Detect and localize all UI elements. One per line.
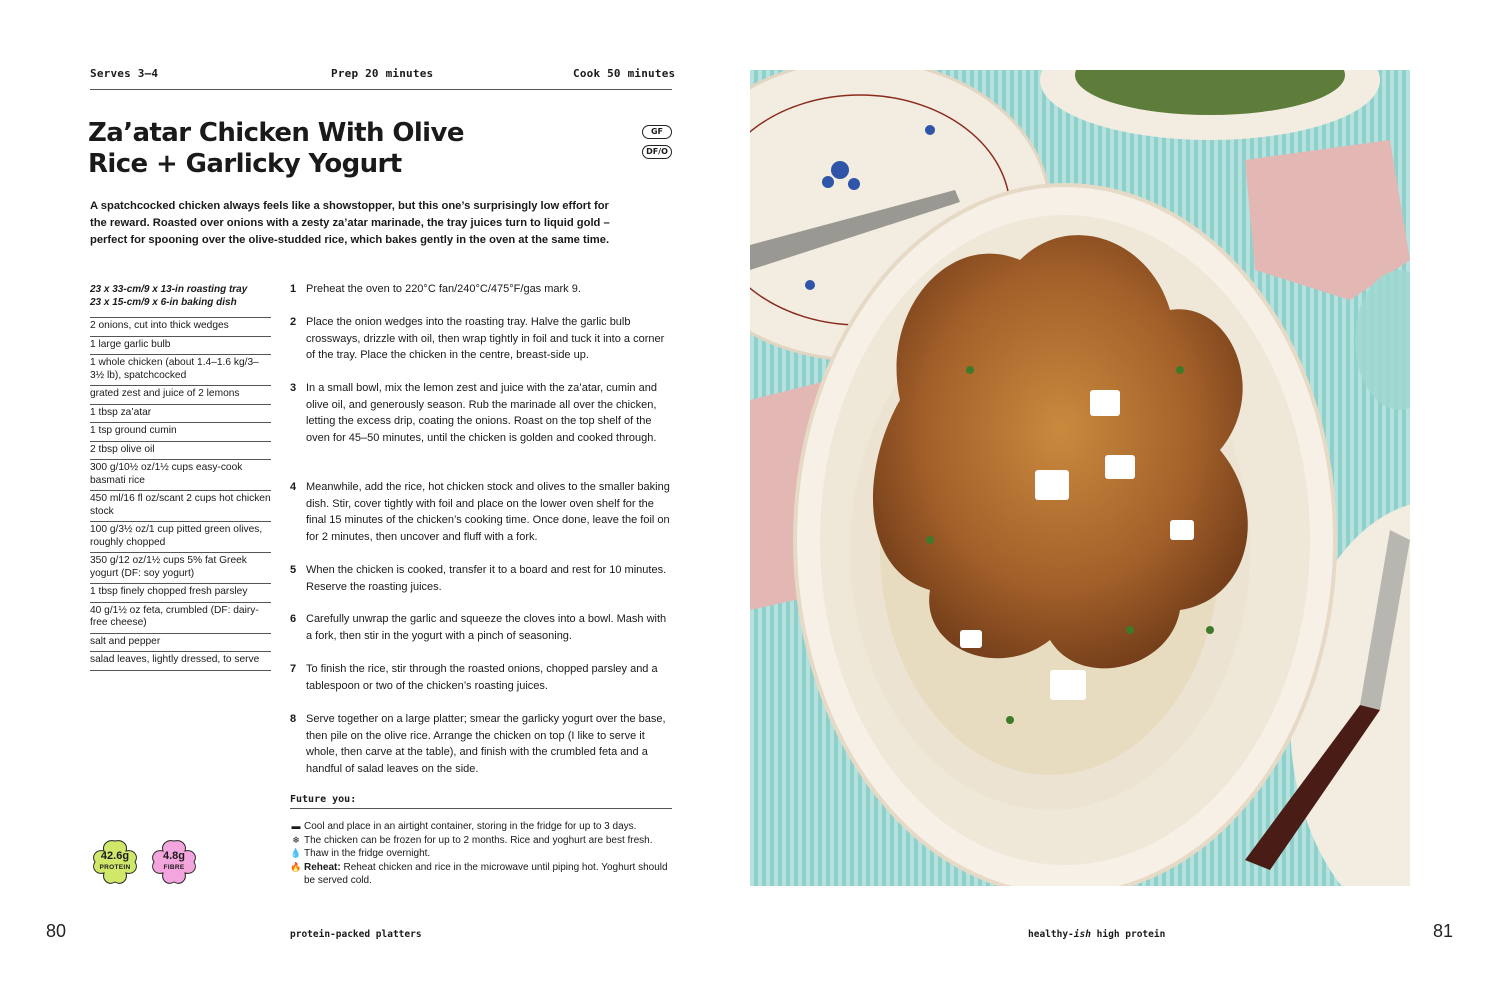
future-heading: Future you:: [290, 794, 357, 805]
ingredient-item: 2 tbsp olive oil: [90, 441, 271, 460]
flame-icon: 🔥: [290, 861, 302, 872]
equipment-list: [90, 283, 280, 309]
method-step: [290, 611, 675, 644]
ingredient-item: 450 ml/16 fl oz/scant 2 cups hot chicken stock: [90, 490, 271, 521]
ingredient-list: [90, 317, 271, 671]
method-step: [290, 380, 675, 446]
fibre-value: 4.8g: [162, 850, 185, 862]
footer-text: high protein: [1090, 929, 1166, 940]
prep-time: Prep 20 minutes: [331, 67, 434, 80]
step-number: 5: [290, 564, 297, 576]
step-text: Place the onion wedges into the roasting tray. Halve the garlic bulb crossways, drizzle with oil, then wrap tightly in foil and tuck it into a corner of the tray. Place the chicken in the centre, breast-side up.: [306, 316, 665, 361]
future-text: Thaw in the fridge overnight.: [304, 848, 431, 860]
recipe-intro: A spatchcocked chicken always feels like a showstopper, but this one’s surprisingly low effort for the reward. Roasted over onions with a zesty za’atar marinade, the tray juices turn to liquid gold – perfect for spooning over the olive-studded rice, which bakes gently in the oven at the same time.: [90, 200, 610, 246]
step-number: 6: [290, 613, 297, 625]
ingredient-item: 100 g/3½ oz/1 cup pitted green olives, roughly chopped: [90, 521, 271, 552]
future-item: [290, 820, 680, 834]
page-number-right: 81: [1433, 921, 1454, 941]
future-item: [290, 861, 680, 888]
equipment-item: 23 x 15-cm/9 x 6-in baking dish: [90, 297, 237, 308]
ingredient-item: salt and pepper: [90, 633, 271, 652]
step-number: 2: [290, 316, 297, 328]
reheat-label: Reheat:: [304, 861, 341, 873]
protein-badge: [90, 837, 140, 887]
fibre-badge: [149, 837, 199, 887]
ingredient-item: 2 onions, cut into thick wedges: [90, 317, 271, 336]
future-item: [290, 847, 680, 861]
blob-shape: [149, 837, 199, 887]
gf-badge: GF: [642, 125, 672, 139]
protein-label: PROTEIN: [99, 864, 131, 871]
future-text: The chicken can be frozen for up to 2 months. Rice and yoghurt are best fresh.: [304, 834, 653, 846]
step-number: 4: [290, 481, 297, 493]
method-step: [290, 711, 675, 777]
header-divider: [90, 89, 672, 90]
ingredient-item: 1 tbsp finely chopped fresh parsley: [90, 583, 271, 602]
step-number: 1: [290, 283, 297, 295]
step-text: Carefully unwrap the garlic and squeeze the cloves into a bowl. Mash with a fork, then stir in the yogurt with a pinch of seasoning.: [306, 613, 667, 642]
ingredient-item: 1 whole chicken (about 1.4–1.6 kg/3–3½ lb), spatchcocked: [90, 354, 271, 385]
ingredient-item: 40 g/1½ oz feta, crumbled (DF: dairy-free cheese): [90, 602, 271, 633]
ingredient-item: 350 g/12 oz/1½ cups 5% fat Greek yogurt (DF: soy yogurt): [90, 552, 271, 583]
ingredient-item: 1 large garlic bulb: [90, 336, 271, 355]
step-number: 3: [290, 382, 297, 394]
droplet-icon: 💧: [290, 848, 302, 859]
recipe-photo: [750, 70, 1410, 886]
serves-label: Serves 3–4: [90, 67, 159, 80]
method-step: [290, 314, 675, 364]
recipe-title: Za’atar Chicken With Olive Rice + Garlicky Yogurt: [88, 118, 464, 179]
step-text: Preheat the oven to 220°C fan/240°C/475°F/gas mark 9.: [306, 283, 581, 295]
section-footer-right: [1028, 929, 1165, 940]
method-step: [290, 479, 675, 545]
snowflake-icon: ❄: [292, 834, 300, 845]
step-number: 7: [290, 663, 297, 675]
future-text: Reheat chicken and rice in the microwave until piping hot. Yoghurt should be served cold.: [304, 861, 668, 887]
future-list: [290, 820, 680, 888]
ingredient-item: 1 tbsp za’atar: [90, 404, 271, 423]
page-number-left: 80: [46, 921, 67, 941]
method-step: [290, 562, 675, 595]
ingredient-item: salad leaves, lightly dressed, to serve: [90, 651, 271, 671]
protein-value: 42.6g: [100, 850, 130, 862]
method-step: [290, 661, 675, 694]
footer-text: healthy-: [1028, 929, 1074, 940]
step-number: 8: [290, 713, 297, 725]
df-badge: DF/O: [642, 145, 672, 159]
future-divider: [290, 808, 672, 809]
step-text: In a small bowl, mix the lemon zest and juice with the za’atar, cumin and olive oil, and generously season. Rub the marinade all over the chicken, letting the excess drip, coating the onions. Roast on the top shelf of the oven for 45–50 minutes, until the chicken is golden and cooked through.: [306, 382, 657, 444]
method-step: [290, 281, 675, 298]
step-text: When the chicken is cooked, transfer it to a board and rest for 10 minutes. Reserve the roasting juices.: [306, 564, 667, 593]
fibre-label: FIBRE: [163, 864, 185, 871]
ingredient-item: 300 g/10½ oz/1½ cups easy-cook basmati rice: [90, 459, 271, 490]
step-text: To finish the rice, stir through the roasted onions, chopped parsley and a tablespoon or two of the chicken’s roasting juices.: [306, 663, 658, 692]
step-text: Meanwhile, add the rice, hot chicken stock and olives to the smaller baking dish. Stir, cover tightly with foil and place on the lower oven shelf for the final 15 minutes of the chicken’s cooking time. Once done, leave the foil on for 2 minutes, then uncover and fluff with a fork.: [306, 481, 670, 543]
blob-shape: [90, 837, 140, 887]
container-icon: ▬: [291, 821, 301, 831]
ingredient-item: 1 tsp ground cumin: [90, 422, 271, 441]
future-text: Cool and place in an airtight container, storing in the fridge for up to 3 days.: [304, 821, 637, 832]
section-footer-left: protein-packed platters: [290, 929, 422, 940]
step-text: Serve together on a large platter; smear the garlicky yogurt over the base, then pile on the olive rice. Arrange the chicken on top (I like to serve it whole, then carve at the table), and finish with the crumbled feta and a handful of salad leaves on the side.: [306, 713, 666, 775]
footer-emphasis: ish: [1073, 929, 1091, 940]
equipment-item: 23 x 33-cm/9 x 13-in roasting tray: [90, 284, 248, 295]
future-item: [290, 834, 680, 848]
photo-illustration: [750, 70, 1410, 886]
ingredient-item: grated zest and juice of 2 lemons: [90, 385, 271, 404]
cook-time: Cook 50 minutes: [573, 67, 676, 80]
